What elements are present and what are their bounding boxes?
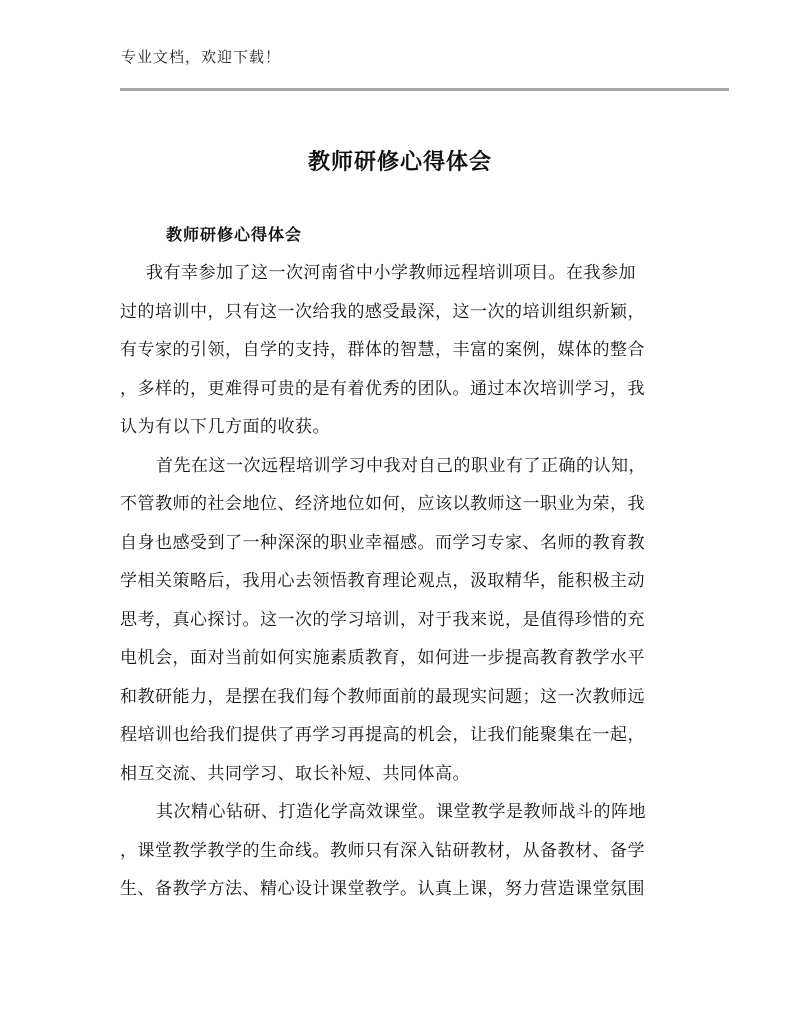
paragraph-line: 程培训也给我们提供了再学习再提高的机会，让我们能聚集在一起， [120, 725, 645, 745]
header-note: 专业文档，欢迎下载！ [121, 48, 282, 66]
paragraph-line: 电机会，面对当前如何实施素质教育，如何进一步提高教育教学水平 [120, 648, 645, 668]
document-subheading: 教师研修心得体会 [166, 225, 303, 244]
paragraph-line: ，多样的，更难得可贵的是有着优秀的团队。通过本次培训学习，我 [120, 378, 645, 399]
paragraph-line: 我有幸参加了这一次河南省中小学教师远程培训项目。在我参加 [146, 263, 636, 283]
paragraph-line: 有专家的引领，自学的支持，群体的智慧，丰富的案例，媒体的整合 [120, 340, 645, 360]
paragraph-line: 其次精心钻研、打造化学高效课堂。课堂教学是教师战斗的阵地 [156, 802, 646, 822]
document-body [120, 254, 700, 909]
paragraph-2 [120, 447, 700, 794]
paragraph-line: 自身也感受到了一种深深的职业幸福感。而学习专家、名师的教育教 [120, 532, 645, 553]
paragraph-line: ，课堂教学教学的生命线。教师只有深入钻研教材，从备教材、备学 [120, 840, 645, 861]
paragraph-line: 认为有以下几方面的收获。 [120, 417, 330, 437]
paragraph-line: 不管教师的社会地位、经济地位如何，应该以教师这一职业为荣，我 [120, 494, 645, 514]
document-title: 教师研修心得体会 [307, 150, 492, 175]
paragraph-line: 和教研能力，是摆在我们每个教师面前的最现实问题；这一次教师远 [120, 686, 645, 707]
paragraph-line: 学相关策略后，我用心去领悟教育理论观点，汲取精华，能积极主动 [120, 571, 645, 591]
paragraph-line: 首先在这一次远程培训学习中我对自己的职业有了正确的认知， [156, 455, 646, 476]
paragraph-line: 生、备教学方法、精心设计课堂教学。认真上课，努力营造课堂氛围 [120, 879, 645, 899]
header-divider [120, 88, 729, 91]
paragraph-line: 思考，真心探讨。这一次的学习培训，对于我来说，是值得珍惜的充 [120, 609, 645, 630]
paragraph-1 [120, 254, 700, 447]
paragraph-line: 过的培训中，只有这一次给我的感受最深，这一次的培训组织新颖， [120, 301, 645, 322]
paragraph-line: 相互交流、共同学习、取长补短、共同体高。 [120, 763, 470, 784]
paragraph-3 [120, 793, 700, 909]
